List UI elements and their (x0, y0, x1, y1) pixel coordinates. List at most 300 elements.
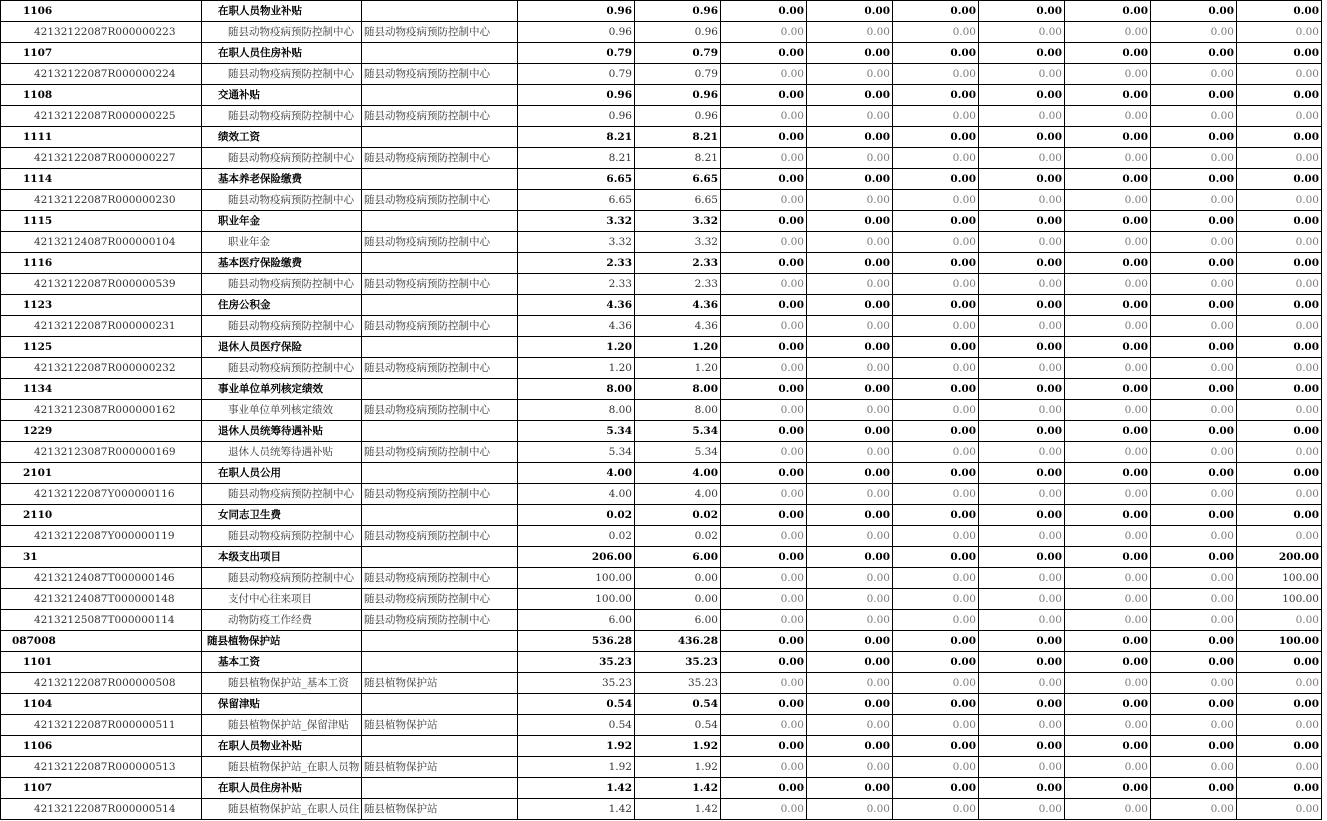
cell-amount-1: 0.96 (518, 106, 635, 127)
cell-name: 职业年金 (202, 211, 362, 232)
cell-amount-8: 0.00 (1151, 358, 1237, 379)
table-row-item[interactable] (1, 547, 1322, 568)
cell-amount-2: 2.33 (635, 253, 721, 274)
cell-amount-9: 0.00 (1237, 253, 1322, 274)
cell-code: 1134 (1, 379, 202, 400)
cell-amount-4: 0.00 (807, 379, 893, 400)
cell-amount-2: 0.96 (635, 1, 721, 22)
cell-amount-9: 0.00 (1237, 22, 1322, 43)
cell-unit: 随县动物疫病预防控制中心 (362, 568, 518, 589)
cell-amount-7: 0.00 (1065, 64, 1151, 85)
cell-amount-8: 0.00 (1151, 316, 1237, 337)
cell-amount-6: 0.00 (979, 295, 1065, 316)
cell-amount-5: 0.00 (893, 1, 979, 22)
cell-amount-6: 0.00 (979, 190, 1065, 211)
cell-name: 本级支出项目 (202, 547, 362, 568)
cell-name: 交通补贴 (202, 85, 362, 106)
cell-amount-2: 0.79 (635, 64, 721, 85)
cell-amount-1: 0.02 (518, 505, 635, 526)
cell-name: 随县植物保护站_在职人员住 (202, 799, 362, 820)
cell-amount-5: 0.00 (893, 757, 979, 778)
cell-amount-3: 0.00 (721, 64, 807, 85)
cell-unit: 随县动物疫病预防控制中心 (362, 358, 518, 379)
cell-amount-6: 0.00 (979, 43, 1065, 64)
table-row-item[interactable] (1, 463, 1322, 484)
cell-amount-3: 0.00 (721, 232, 807, 253)
table-body (1, 1, 1322, 820)
cell-amount-7: 0.00 (1065, 568, 1151, 589)
cell-unit: 随县动物疫病预防控制中心 (362, 526, 518, 547)
cell-amount-5: 0.00 (893, 379, 979, 400)
table-row-detail[interactable] (1, 799, 1322, 820)
cell-amount-3: 0.00 (721, 673, 807, 694)
cell-unit: 随县植物保护站 (362, 673, 518, 694)
cell-name: 基本养老保险缴费 (202, 169, 362, 190)
cell-code: 1114 (1, 169, 202, 190)
cell-amount-3: 0.00 (721, 694, 807, 715)
table-row-detail[interactable] (1, 190, 1322, 211)
cell-amount-2: 0.96 (635, 85, 721, 106)
cell-name: 随县植物保护站_在职人员物 (202, 757, 362, 778)
cell-name: 在职人员住房补贴 (202, 43, 362, 64)
table-row-item[interactable] (1, 127, 1322, 148)
cell-amount-5: 0.00 (893, 127, 979, 148)
cell-amount-9: 200.00 (1237, 547, 1322, 568)
cell-name: 随县动物疫病预防控制中心 (202, 190, 362, 211)
cell-amount-9: 0.00 (1237, 442, 1322, 463)
cell-amount-5: 0.00 (893, 316, 979, 337)
cell-amount-3: 0.00 (721, 106, 807, 127)
cell-name: 退休人员统筹待遇补贴 (202, 442, 362, 463)
cell-code: 1116 (1, 253, 202, 274)
cell-amount-2: 35.23 (635, 673, 721, 694)
table-row-item[interactable] (1, 211, 1322, 232)
cell-code: 2101 (1, 463, 202, 484)
cell-amount-6: 0.00 (979, 442, 1065, 463)
cell-amount-5: 0.00 (893, 736, 979, 757)
cell-amount-4: 0.00 (807, 463, 893, 484)
table-row-detail[interactable] (1, 610, 1322, 631)
cell-amount-5: 0.00 (893, 463, 979, 484)
cell-amount-8: 0.00 (1151, 232, 1237, 253)
cell-amount-7: 0.00 (1065, 463, 1151, 484)
cell-unit (362, 631, 518, 652)
cell-amount-5: 0.00 (893, 211, 979, 232)
cell-code: 1123 (1, 295, 202, 316)
cell-amount-1: 35.23 (518, 673, 635, 694)
cell-unit: 随县动物疫病预防控制中心 (362, 400, 518, 421)
cell-amount-1: 3.32 (518, 232, 635, 253)
table-row-item[interactable] (1, 337, 1322, 358)
cell-amount-1: 0.79 (518, 43, 635, 64)
cell-name: 退休人员医疗保险 (202, 337, 362, 358)
cell-amount-8: 0.00 (1151, 127, 1237, 148)
cell-amount-2: 1.92 (635, 736, 721, 757)
cell-amount-3: 0.00 (721, 652, 807, 673)
cell-amount-5: 0.00 (893, 232, 979, 253)
cell-amount-2: 5.34 (635, 421, 721, 442)
cell-amount-6: 0.00 (979, 64, 1065, 85)
cell-amount-7: 0.00 (1065, 442, 1151, 463)
cell-amount-9: 0.00 (1237, 127, 1322, 148)
table-row-detail[interactable] (1, 22, 1322, 43)
cell-amount-9: 0.00 (1237, 64, 1322, 85)
cell-amount-9: 0.00 (1237, 358, 1322, 379)
cell-amount-4: 0.00 (807, 232, 893, 253)
cell-code: 42132122087R000000231 (1, 316, 202, 337)
cell-amount-9: 0.00 (1237, 379, 1322, 400)
cell-code: 42132124087T000000148 (1, 589, 202, 610)
cell-amount-9: 0.00 (1237, 43, 1322, 64)
cell-amount-8: 0.00 (1151, 631, 1237, 652)
table-row-item[interactable] (1, 505, 1322, 526)
cell-amount-6: 0.00 (979, 715, 1065, 736)
cell-unit: 随县动物疫病预防控制中心 (362, 106, 518, 127)
cell-unit (362, 85, 518, 106)
cell-amount-1: 0.96 (518, 22, 635, 43)
cell-amount-3: 0.00 (721, 526, 807, 547)
cell-amount-8: 0.00 (1151, 22, 1237, 43)
cell-amount-1: 0.96 (518, 1, 635, 22)
cell-amount-6: 0.00 (979, 631, 1065, 652)
cell-amount-6: 0.00 (979, 694, 1065, 715)
cell-amount-4: 0.00 (807, 547, 893, 568)
cell-amount-3: 0.00 (721, 484, 807, 505)
cell-amount-8: 0.00 (1151, 337, 1237, 358)
cell-amount-9: 100.00 (1237, 589, 1322, 610)
cell-amount-1: 0.54 (518, 694, 635, 715)
cell-unit: 随县动物疫病预防控制中心 (362, 610, 518, 631)
cell-name: 随县动物疫病预防控制中心 (202, 526, 362, 547)
cell-code: 42132124087T000000146 (1, 568, 202, 589)
cell-code: 42132122087R000000508 (1, 673, 202, 694)
cell-amount-1: 35.23 (518, 652, 635, 673)
cell-amount-3: 0.00 (721, 442, 807, 463)
cell-amount-3: 0.00 (721, 547, 807, 568)
cell-amount-8: 0.00 (1151, 295, 1237, 316)
cell-amount-8: 0.00 (1151, 652, 1237, 673)
cell-name: 在职人员物业补贴 (202, 736, 362, 757)
cell-amount-2: 4.00 (635, 484, 721, 505)
cell-unit (362, 211, 518, 232)
cell-amount-6: 0.00 (979, 652, 1065, 673)
cell-amount-3: 0.00 (721, 169, 807, 190)
cell-amount-7: 0.00 (1065, 148, 1151, 169)
table-row-detail[interactable] (1, 400, 1322, 421)
table-row-detail[interactable] (1, 715, 1322, 736)
cell-amount-9: 0.00 (1237, 778, 1322, 799)
table-row-item[interactable] (1, 295, 1322, 316)
cell-amount-1: 536.28 (518, 631, 635, 652)
cell-amount-2: 6.65 (635, 190, 721, 211)
cell-amount-7: 0.00 (1065, 400, 1151, 421)
table-row-item[interactable] (1, 736, 1322, 757)
cell-name: 随县动物疫病预防控制中心 (202, 316, 362, 337)
cell-amount-2: 4.00 (635, 463, 721, 484)
table-row-item[interactable] (1, 169, 1322, 190)
cell-code: 42132122087Y000000119 (1, 526, 202, 547)
cell-amount-6: 0.00 (979, 505, 1065, 526)
cell-unit: 随县动物疫病预防控制中心 (362, 484, 518, 505)
cell-amount-4: 0.00 (807, 295, 893, 316)
cell-amount-7: 0.00 (1065, 190, 1151, 211)
cell-amount-3: 0.00 (721, 568, 807, 589)
cell-code: 31 (1, 547, 202, 568)
cell-name: 随县动物疫病预防控制中心 (202, 106, 362, 127)
table-row-detail[interactable] (1, 232, 1322, 253)
cell-amount-8: 0.00 (1151, 799, 1237, 820)
table-row-item[interactable] (1, 652, 1322, 673)
cell-amount-4: 0.00 (807, 358, 893, 379)
cell-code: 42132122087R000000511 (1, 715, 202, 736)
table-row-detail[interactable] (1, 757, 1322, 778)
cell-unit (362, 169, 518, 190)
cell-amount-1: 0.54 (518, 715, 635, 736)
cell-amount-8: 0.00 (1151, 1, 1237, 22)
cell-amount-2: 8.00 (635, 400, 721, 421)
cell-amount-1: 4.00 (518, 463, 635, 484)
cell-amount-1: 2.33 (518, 274, 635, 295)
cell-amount-1: 6.00 (518, 610, 635, 631)
cell-amount-4: 0.00 (807, 106, 893, 127)
cell-amount-7: 0.00 (1065, 757, 1151, 778)
cell-code: 1125 (1, 337, 202, 358)
cell-amount-2: 4.36 (635, 295, 721, 316)
cell-amount-9: 100.00 (1237, 568, 1322, 589)
cell-amount-6: 0.00 (979, 1, 1065, 22)
cell-amount-9: 0.00 (1237, 190, 1322, 211)
cell-amount-4: 0.00 (807, 568, 893, 589)
cell-amount-8: 0.00 (1151, 526, 1237, 547)
cell-amount-8: 0.00 (1151, 442, 1237, 463)
cell-amount-3: 0.00 (721, 85, 807, 106)
cell-amount-5: 0.00 (893, 568, 979, 589)
cell-amount-5: 0.00 (893, 421, 979, 442)
cell-unit (362, 337, 518, 358)
table-row-detail[interactable] (1, 316, 1322, 337)
cell-amount-8: 0.00 (1151, 505, 1237, 526)
table-row-item[interactable] (1, 421, 1322, 442)
cell-amount-1: 0.79 (518, 64, 635, 85)
cell-code: 1108 (1, 85, 202, 106)
cell-amount-2: 6.65 (635, 169, 721, 190)
cell-amount-1: 4.36 (518, 316, 635, 337)
cell-unit (362, 127, 518, 148)
table-row-detail[interactable] (1, 106, 1322, 127)
table-row-detail[interactable] (1, 673, 1322, 694)
cell-amount-2: 1.92 (635, 757, 721, 778)
cell-amount-6: 0.00 (979, 337, 1065, 358)
cell-code: 42132122087R000000224 (1, 64, 202, 85)
cell-amount-3: 0.00 (721, 211, 807, 232)
cell-amount-1: 6.65 (518, 169, 635, 190)
cell-amount-4: 0.00 (807, 148, 893, 169)
cell-amount-5: 0.00 (893, 799, 979, 820)
cell-amount-1: 1.92 (518, 736, 635, 757)
cell-unit: 随县动物疫病预防控制中心 (362, 316, 518, 337)
cell-amount-4: 0.00 (807, 64, 893, 85)
cell-amount-8: 0.00 (1151, 169, 1237, 190)
cell-amount-2: 8.21 (635, 148, 721, 169)
cell-amount-2: 6.00 (635, 610, 721, 631)
cell-amount-7: 0.00 (1065, 715, 1151, 736)
cell-code: 42132122087R000000513 (1, 757, 202, 778)
cell-amount-8: 0.00 (1151, 421, 1237, 442)
cell-amount-1: 6.65 (518, 190, 635, 211)
cell-amount-2: 436.28 (635, 631, 721, 652)
cell-amount-6: 0.00 (979, 673, 1065, 694)
cell-amount-4: 0.00 (807, 652, 893, 673)
table-row-detail[interactable] (1, 358, 1322, 379)
cell-amount-6: 0.00 (979, 610, 1065, 631)
cell-amount-6: 0.00 (979, 421, 1065, 442)
cell-amount-8: 0.00 (1151, 43, 1237, 64)
cell-name: 基本工资 (202, 652, 362, 673)
cell-unit (362, 253, 518, 274)
cell-amount-6: 0.00 (979, 232, 1065, 253)
cell-amount-8: 0.00 (1151, 190, 1237, 211)
cell-amount-1: 1.20 (518, 337, 635, 358)
cell-amount-5: 0.00 (893, 673, 979, 694)
cell-amount-7: 0.00 (1065, 316, 1151, 337)
cell-amount-4: 0.00 (807, 631, 893, 652)
cell-name: 职业年金 (202, 232, 362, 253)
table-row-detail[interactable] (1, 484, 1322, 505)
cell-amount-3: 0.00 (721, 736, 807, 757)
table-row-detail[interactable] (1, 526, 1322, 547)
cell-amount-2: 3.32 (635, 232, 721, 253)
cell-amount-5: 0.00 (893, 148, 979, 169)
cell-amount-9: 0.00 (1237, 106, 1322, 127)
cell-amount-9: 0.00 (1237, 400, 1322, 421)
cell-amount-5: 0.00 (893, 295, 979, 316)
cell-code: 42132122087Y000000116 (1, 484, 202, 505)
cell-amount-9: 0.00 (1237, 274, 1322, 295)
cell-amount-8: 0.00 (1151, 484, 1237, 505)
cell-amount-4: 0.00 (807, 484, 893, 505)
cell-amount-6: 0.00 (979, 484, 1065, 505)
cell-name: 事业单位单列核定绩效 (202, 379, 362, 400)
cell-amount-8: 0.00 (1151, 64, 1237, 85)
table-row-unit[interactable] (1, 631, 1322, 652)
table-row-detail[interactable] (1, 568, 1322, 589)
cell-amount-9: 0.00 (1237, 463, 1322, 484)
cell-amount-3: 0.00 (721, 799, 807, 820)
cell-amount-7: 0.00 (1065, 337, 1151, 358)
cell-amount-2: 3.32 (635, 211, 721, 232)
cell-amount-9: 0.00 (1237, 85, 1322, 106)
cell-amount-5: 0.00 (893, 484, 979, 505)
table-row-item[interactable] (1, 253, 1322, 274)
cell-amount-8: 0.00 (1151, 568, 1237, 589)
cell-amount-4: 0.00 (807, 799, 893, 820)
cell-amount-7: 0.00 (1065, 169, 1151, 190)
cell-amount-3: 0.00 (721, 295, 807, 316)
cell-amount-4: 0.00 (807, 526, 893, 547)
cell-unit: 随县动物疫病预防控制中心 (362, 190, 518, 211)
cell-amount-4: 0.00 (807, 22, 893, 43)
table-row-item[interactable] (1, 379, 1322, 400)
table-row-detail[interactable] (1, 442, 1322, 463)
cell-amount-6: 0.00 (979, 316, 1065, 337)
cell-amount-9: 0.00 (1237, 799, 1322, 820)
cell-code: 087008 (1, 631, 202, 652)
cell-code: 1111 (1, 127, 202, 148)
cell-amount-3: 0.00 (721, 127, 807, 148)
cell-code: 2110 (1, 505, 202, 526)
cell-name: 动物防疫工作经费 (202, 610, 362, 631)
cell-unit: 随县植物保护站 (362, 757, 518, 778)
cell-code: 1107 (1, 778, 202, 799)
cell-amount-1: 100.00 (518, 589, 635, 610)
cell-unit (362, 295, 518, 316)
cell-unit (362, 1, 518, 22)
cell-amount-9: 0.00 (1237, 1, 1322, 22)
cell-amount-8: 0.00 (1151, 673, 1237, 694)
cell-amount-8: 0.00 (1151, 547, 1237, 568)
table-row-item[interactable] (1, 694, 1322, 715)
cell-amount-1: 206.00 (518, 547, 635, 568)
cell-amount-7: 0.00 (1065, 43, 1151, 64)
cell-unit (362, 547, 518, 568)
cell-amount-4: 0.00 (807, 85, 893, 106)
cell-amount-6: 0.00 (979, 547, 1065, 568)
cell-code: 42132122087R000000232 (1, 358, 202, 379)
cell-amount-3: 0.00 (721, 358, 807, 379)
cell-amount-9: 0.00 (1237, 337, 1322, 358)
cell-amount-7: 0.00 (1065, 379, 1151, 400)
table-row-item[interactable] (1, 85, 1322, 106)
cell-amount-5: 0.00 (893, 400, 979, 421)
cell-amount-4: 0.00 (807, 694, 893, 715)
table-row-item[interactable] (1, 778, 1322, 799)
cell-amount-4: 0.00 (807, 736, 893, 757)
table-row-detail[interactable] (1, 148, 1322, 169)
cell-amount-6: 0.00 (979, 526, 1065, 547)
cell-amount-5: 0.00 (893, 43, 979, 64)
cell-amount-1: 100.00 (518, 568, 635, 589)
cell-amount-3: 0.00 (721, 715, 807, 736)
cell-amount-5: 0.00 (893, 526, 979, 547)
cell-amount-6: 0.00 (979, 799, 1065, 820)
cell-amount-4: 0.00 (807, 211, 893, 232)
cell-amount-4: 0.00 (807, 169, 893, 190)
table-row-detail[interactable] (1, 274, 1322, 295)
cell-amount-5: 0.00 (893, 85, 979, 106)
cell-amount-3: 0.00 (721, 274, 807, 295)
cell-amount-3: 0.00 (721, 400, 807, 421)
cell-amount-5: 0.00 (893, 610, 979, 631)
cell-amount-3: 0.00 (721, 421, 807, 442)
table-row-item[interactable] (1, 1, 1322, 22)
cell-name: 随县动物疫病预防控制中心 (202, 148, 362, 169)
cell-unit (362, 505, 518, 526)
cell-amount-5: 0.00 (893, 253, 979, 274)
cell-amount-4: 0.00 (807, 673, 893, 694)
cell-amount-4: 0.00 (807, 610, 893, 631)
table-row-detail[interactable] (1, 589, 1322, 610)
cell-amount-5: 0.00 (893, 442, 979, 463)
cell-unit: 随县动物疫病预防控制中心 (362, 274, 518, 295)
cell-amount-6: 0.00 (979, 400, 1065, 421)
cell-name: 绩效工资 (202, 127, 362, 148)
table-row-item[interactable] (1, 43, 1322, 64)
cell-name: 退休人员统筹待遇补贴 (202, 421, 362, 442)
cell-unit (362, 421, 518, 442)
cell-amount-3: 0.00 (721, 631, 807, 652)
table-row-detail[interactable] (1, 64, 1322, 85)
cell-amount-5: 0.00 (893, 715, 979, 736)
